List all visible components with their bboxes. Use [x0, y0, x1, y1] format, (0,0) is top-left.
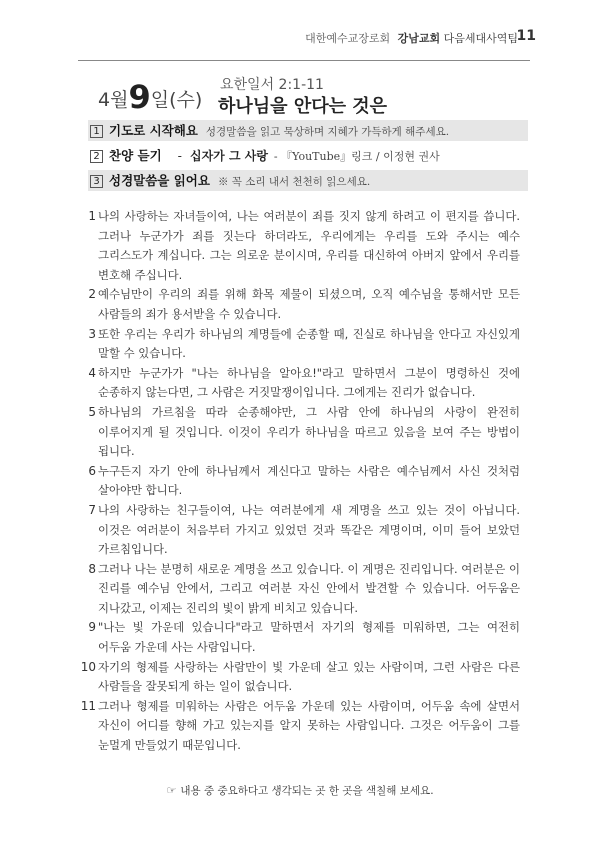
- date-month: 4월: [98, 89, 129, 111]
- verse-text: 예수님만이 우리의 죄를 위해 화목 제물이 되셨으며, 오직 예수님을 통해서만 모든 사람들의 죄가 용서받을 수 있습니다.: [98, 287, 520, 321]
- verse-text: 그러나 나는 분명히 새로운 계명을 쓰고 있습니다. 이 계명은 진리입니다. 여러분은 이 진리를 예수님 안에서, 그리고 여러분 자신 안에서 발견할 수 있습니다. 어두움은 지나갔고, 이제는 진리의 빛이 밝게 비치고 있습니다.: [98, 561, 520, 615]
- verse-text: 누구든지 자기 안에 하나님께서 계신다고 말하는 사람은 예수님께서 사신 것처럼 살아야만 합니다.: [98, 463, 520, 498]
- verse-number: 6: [88, 463, 96, 478]
- verse-text: 나의 사랑하는 친구들이여, 나는 여러분에게 새 계명을 쓰고 있는 것이 아닙니다. 이것은 여러분이 처음부터 가지고 있었던 것과 똑같은 계명이며, 이미 들어 보았던 가르침입니다.: [98, 502, 520, 557]
- verse-text: 나의 사랑하는 자녀들이여, 나는 여러분이 죄를 짓지 않게 하려고 이 편지를 씁니다. 그러나 누군가가 죄를 짓는다 하더라도, 우리에게는 우리를 도와 주시는 예수 그리스도가 계십니다. 그는 의로운 분이시며, 우리를 대신하여 아버지 앞에서 우리를 변호해 주십니다.: [98, 209, 520, 282]
- verse: [84, 462, 520, 501]
- pointing-hand-icon: ☞: [166, 784, 177, 797]
- verse-number: 1: [88, 209, 96, 223]
- date-day: 9: [128, 78, 151, 116]
- step-praise: [88, 145, 528, 166]
- verse: [84, 207, 520, 285]
- verse-number: 4: [88, 365, 96, 380]
- verse-number: 11: [80, 698, 96, 713]
- verse-number: 8: [88, 561, 96, 576]
- header-org: 대한예수교장로회: [305, 32, 391, 45]
- verse-number: 9: [88, 620, 96, 635]
- verse-number: 5: [88, 404, 96, 419]
- step-read: [88, 170, 528, 191]
- step-dash: -: [177, 149, 182, 163]
- page-title: 하나님을 안다는 것은: [218, 96, 388, 117]
- step-number: 1: [90, 125, 103, 138]
- verse-text: 하나님의 가르침을 따라 순종해야만, 그 사람 안에 하나님의 사랑이 완전히 이루어지게 될 것입니다. 이것이 우리가 하나님을 따르고 있음을 보여 주는 방법이 됩니다.: [98, 404, 520, 459]
- verse-text: 또한 우리는 우리가 하나님의 계명들에 순종할 때, 진실로 하나님을 안다고 자신있게 말할 수 있습니다.: [98, 326, 520, 361]
- verse: [84, 285, 520, 324]
- step-label: 기도로 시작해요: [109, 123, 198, 138]
- date-day-suffix: 일(수): [150, 89, 203, 111]
- page-header: [305, 30, 518, 46]
- song-title: 십자가 그 사랑: [190, 149, 268, 163]
- verse: [84, 618, 520, 657]
- verse-number: 10: [80, 659, 96, 674]
- step-number: 2: [90, 150, 103, 163]
- footer-instruction: [0, 783, 600, 798]
- verse: [84, 325, 520, 364]
- footer-text: 내용 중 중요하다고 생각되는 곳 한 곳을 색칠해 보세요.: [180, 785, 434, 797]
- scripture-reference: 요한일서 2:1-11: [220, 77, 324, 93]
- verse: [84, 560, 520, 619]
- header-church: 강남교회: [397, 32, 441, 45]
- step-number: 3: [90, 175, 103, 188]
- scripture-text: [80, 207, 520, 756]
- verse: [84, 403, 520, 462]
- header-divider: [78, 60, 530, 61]
- date: [98, 78, 202, 116]
- header-team: 다음세대사역팀: [443, 32, 518, 45]
- verse-text: 하지만 누군가가 "나는 하나님을 알아요!"라고 말하면서 그분이 명령하신 것에 순종하지 않는다면, 그 사람은 거짓말쟁이입니다. 그에게는 진리가 없습니다.: [98, 365, 520, 400]
- steps-list: [88, 120, 528, 195]
- step-label: 성경말씀을 읽어요: [109, 173, 210, 188]
- verse: [80, 697, 520, 756]
- verse-text: 자기의 형제를 사랑하는 사람만이 빛 가운데 살고 있는 사람이며, 그런 사람은 다른 사람들을 잘못되게 하는 일이 없습니다.: [98, 659, 520, 694]
- step-label: 찬양 듣기: [109, 148, 162, 163]
- step-description: 성경말씀을 읽고 묵상하며 지혜가 가득하게 해주세요.: [205, 126, 450, 138]
- verse-number: 2: [88, 287, 96, 302]
- verse-number: 3: [88, 326, 96, 341]
- verse-text: "나는 빛 가운데 있습니다"라고 말하면서 자기의 형제를 미워하면, 그는 여전히 어두움 가운데 사는 사람입니다.: [98, 620, 520, 655]
- verse: [84, 364, 520, 403]
- verse: [80, 658, 520, 697]
- verse-text: 그러나 형제를 미워하는 사람은 어두움 가운데 있는 사람이며, 어두움 속에 살면서 자신이 어디를 향해 가고 있는지를 알지 못하는 사람입니다. 그것은 어두움이 그를 눈멀게 만들었기 때문입니다.: [98, 698, 520, 753]
- verse-number: 7: [88, 502, 96, 517]
- song-credit[interactable]: - 『YouTube』링크 / 이정현 권사: [273, 150, 440, 163]
- page-number: 11: [516, 28, 536, 44]
- step-description: ※ 꼭 소리 내서 천천히 읽으세요.: [217, 176, 371, 188]
- verse: [84, 501, 520, 560]
- step-pray: [88, 120, 528, 141]
